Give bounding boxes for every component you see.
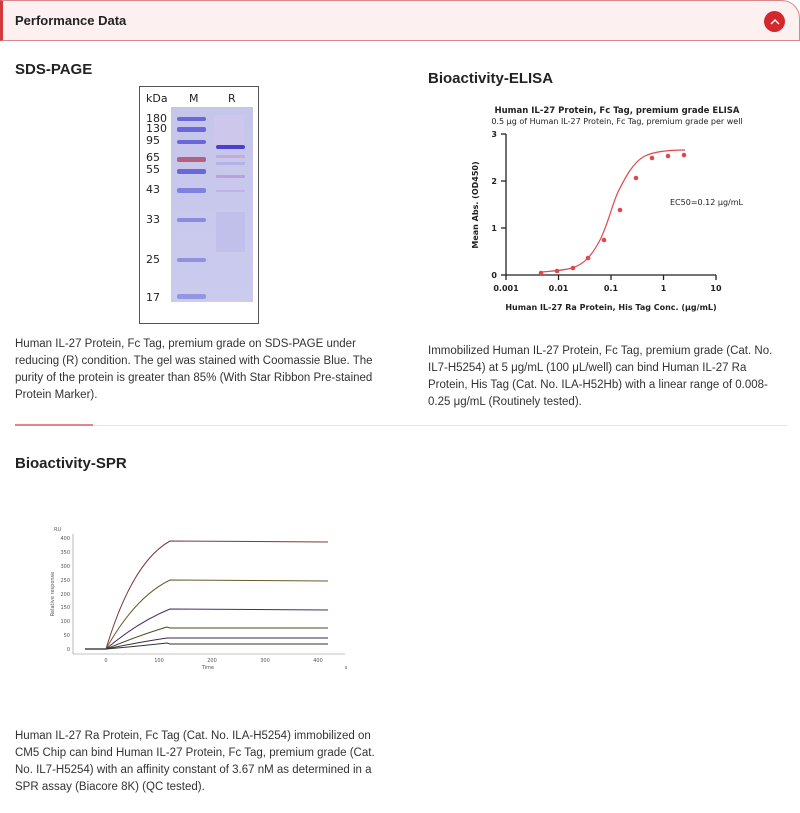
svg-text:100: 100 bbox=[60, 619, 70, 625]
svg-text:100: 100 bbox=[154, 658, 164, 664]
sds-page-gel-image bbox=[139, 86, 259, 324]
section-divider-accent bbox=[15, 424, 93, 426]
ec50-annotation: EC50=0.12 μg/mL bbox=[670, 198, 743, 207]
svg-text:50: 50 bbox=[63, 633, 70, 639]
svg-text:10: 10 bbox=[710, 284, 722, 293]
section-divider bbox=[15, 425, 787, 426]
svg-text:0.01: 0.01 bbox=[548, 284, 569, 293]
svg-text:1: 1 bbox=[660, 284, 667, 293]
elisa-chart bbox=[460, 100, 780, 320]
svg-text:43: 43 bbox=[146, 183, 160, 196]
lane-r-label: R bbox=[228, 92, 236, 105]
svg-text:1: 1 bbox=[491, 224, 497, 233]
svg-text:17: 17 bbox=[146, 291, 160, 304]
svg-text:350: 350 bbox=[60, 550, 70, 556]
performance-data-header[interactable] bbox=[0, 0, 800, 41]
svg-text:200: 200 bbox=[207, 658, 217, 664]
spr-y-unit: RU bbox=[54, 527, 62, 533]
spr-chart bbox=[40, 522, 360, 677]
svg-text:250: 250 bbox=[60, 578, 70, 584]
header-title: Performance Data bbox=[15, 13, 127, 28]
elisa-chart-subtitle: 0.5 μg of Human IL-27 Protein, Fc Tag, premium grade per well bbox=[491, 117, 743, 126]
spr-y-axis-label: Relative response bbox=[50, 571, 56, 617]
svg-text:0: 0 bbox=[491, 271, 497, 280]
spr-title: Bioactivity-SPR bbox=[15, 455, 127, 472]
elisa-title: Bioactivity-ELISA bbox=[428, 70, 554, 87]
svg-text:180: 180 bbox=[146, 112, 167, 125]
kda-label: kDa bbox=[146, 92, 168, 105]
elisa-chart-title: Human IL-27 Protein, Fc Tag, premium grade ELISA bbox=[494, 106, 740, 116]
elisa-description: Immobilized Human IL-27 Protein, Fc Tag, premium grade (Cat. No. IL7-H5254) at 5 μg/mL (100 μL/well) can bind Human IL-27 Ra Protein, His Tag (Cat. No. ILA-H52Hb) with a linear range of 0.008-0.25 μg/mL (Routinely tested). bbox=[428, 345, 773, 408]
svg-text:200: 200 bbox=[60, 592, 70, 598]
svg-text:0: 0 bbox=[104, 658, 108, 664]
svg-text:0.001: 0.001 bbox=[493, 284, 519, 293]
svg-text:2: 2 bbox=[491, 177, 497, 186]
svg-text:150: 150 bbox=[60, 605, 70, 611]
elisa-y-axis-label: Mean Abs. (OD450) bbox=[471, 161, 480, 249]
svg-text:33: 33 bbox=[146, 213, 160, 226]
collapse-toggle-button[interactable] bbox=[764, 11, 785, 32]
spr-description: Human IL-27 Ra Protein, Fc Tag (Cat. No. ILA-H5254) immobilized on CM5 Chip can bind Human IL-27 Protein, Fc Tag, premium grade (Cat. No. IL7-H5254) with an affinity constant of 3.67 nM as determined in a SPR assay (Biacore 8K) (QC tested). bbox=[15, 730, 375, 793]
svg-text:3: 3 bbox=[491, 130, 497, 139]
svg-text:95: 95 bbox=[146, 134, 160, 147]
svg-text:400: 400 bbox=[313, 658, 323, 664]
svg-text:55: 55 bbox=[146, 163, 160, 176]
svg-text:25: 25 bbox=[146, 253, 160, 266]
svg-text:0.1: 0.1 bbox=[603, 284, 619, 293]
elisa-x-axis-label: Human IL-27 Ra Protein, His Tag Conc. (μg/mL) bbox=[505, 303, 717, 312]
svg-text:300: 300 bbox=[260, 658, 270, 664]
lane-m-label: M bbox=[189, 92, 199, 105]
svg-text:s: s bbox=[344, 665, 348, 671]
sds-page-title: SDS-PAGE bbox=[15, 61, 93, 78]
svg-text:0: 0 bbox=[66, 647, 70, 653]
spr-x-axis-label: Time bbox=[201, 665, 215, 671]
sds-page-description: Human IL-27 Protein, Fc Tag, premium grade on SDS-PAGE under reducing (R) condition. The gel was stained with Coomassie Blue. The purity of the protein is greater than 85% (With Star Ribbon Pre-stained Protein Marker). bbox=[15, 338, 373, 401]
svg-text:400: 400 bbox=[60, 536, 70, 542]
svg-text:300: 300 bbox=[60, 564, 70, 570]
svg-text:65: 65 bbox=[146, 151, 160, 164]
svg-text:130: 130 bbox=[146, 122, 167, 135]
chevron-up-icon bbox=[770, 18, 780, 25]
